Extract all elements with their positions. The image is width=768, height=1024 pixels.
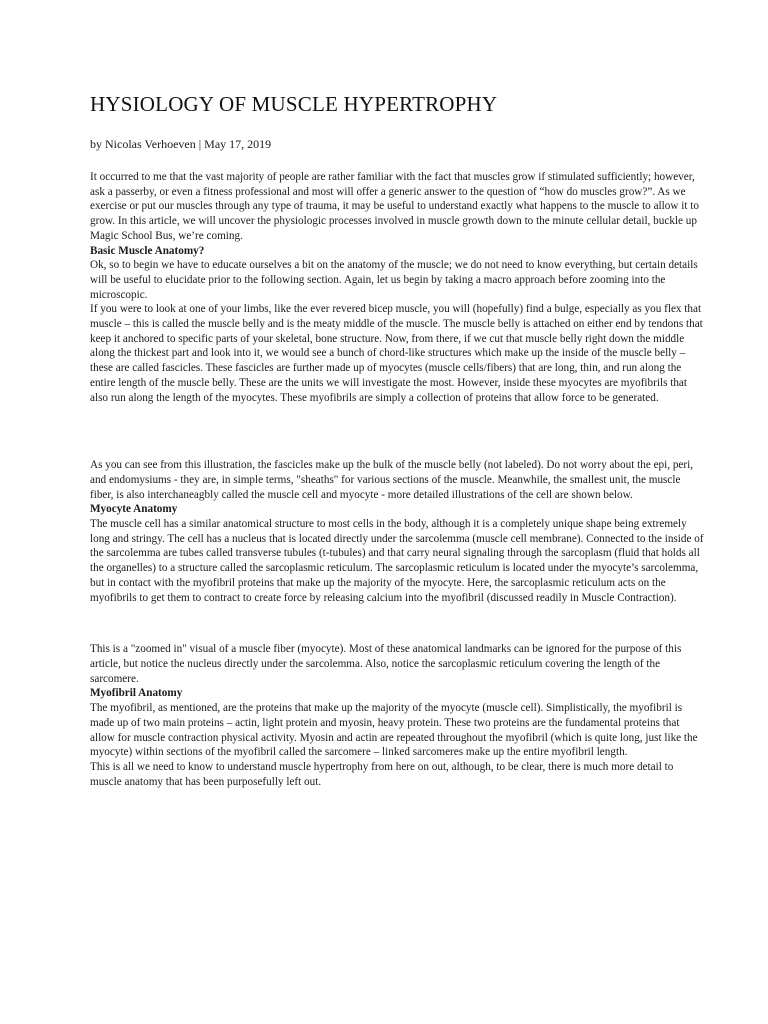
section-myofibril-anatomy — [90, 686, 706, 789]
figure-caption: This is a "zoomed in" visual of a muscle fiber (myocyte). Most of these anatomical landmarks can be ignored for the purpose of this article, but notice the nucleus directly under the sarcolemma. Also, notice the sarcoplasmic reticulum covering the length of the sarcomere. — [90, 643, 682, 685]
section-paragraph: The myofibril, as mentioned, are the proteins that make up the majority of the myocyte (muscle cell). Simplistically, the myofibril is made up of two main proteins – actin, light protein and myosin, heavy protein. These two proteins are the fundamental proteins that allow for muscle contraction physical activity. Myosin and actin are repeated throughout the myofibril (which is quite long, just like the myocyte) within sections of the myofibril called the sarcomere – linked sarcomeres make up the entire myofibril length. — [90, 702, 698, 759]
article — [90, 90, 706, 789]
intro-paragraph: It occurred to me that the vast majority of people are rather familiar with the fact that muscles grow if stimulated sufficiently; however, ask a passerby, or even a fitness professional and most will offer a generic answer to the question of “how do muscles grow?”. As we exercise or put our muscles through any type of trauma, it may be useful to understand exactly what happens to the muscle to allow it to grow. In this article, we will uncover the physiologic processes involved in muscle growth down to the minute cellular detail, buckle up Magic School Bus, we’re coming. — [90, 171, 699, 242]
figure-caption: As you can see from this illustration, the fascicles make up the bulk of the muscle belly (not labeled). Do not worry about the epi, peri, and endomysiums - they are, in simple terms, "sheaths" for various sections of the muscle. Meanwhile, the smallest unit, the muscle fiber, is also interchaneagbly called the muscle cell and myocyte - more detailed illustrations of the cell are shown below. — [90, 459, 694, 501]
section-heading: Basic Muscle Anatomy? — [90, 244, 205, 257]
section-myocyte-anatomy — [90, 502, 706, 686]
figure-placeholder — [90, 405, 706, 458]
article-title: HYSIOLOGY OF MUSCLE HYPERTROPHY — [90, 92, 498, 116]
section-paragraph: If you were to look at one of your limbs, like the ever revered bicep muscle, you will (hopefully) find a bulge, especially as you flex that muscle – this is called the muscle belly and is the meaty middle of the muscle. The muscle belly is attached on either end by tendons that keep it anchored to specific parts of your skeletal, bone structure. Now, from there, if we cut that muscle belly right down the middle along the thickest part and look into it, we would see a bunch of chord-like structures which make up the inside of the muscle belly – these are called fascicles. These fascicles are further made up of myocytes (muscle cells/fibers) that are long, thin, and run along the entire length of the muscle belly. These are the units we will investigate the most. However, inside these myocytes are myofibrils that also run along the length of the myocytes. These myofibrils are simply a collection of proteins that allow force to be generated. — [90, 303, 703, 404]
figure-placeholder — [90, 605, 706, 642]
section-heading: Myofibril Anatomy — [90, 687, 183, 700]
section-paragraph: The muscle cell has a similar anatomical structure to most cells in the body, although it is a completely unique shape being extremely long and stringy. The cell has a nucleus that is located directly under the sarcolemma (muscle cell membrane). Connected to the inside of the sarcolemma are tubes called transverse tubules (t-tubules) and that carry neural signaling through the sarcoplasm (fluid that holds all the organelles) to a structure called the sarcoplasmic reticulum. The sarcoplasmic reticulum is located under the myocyte’s sarcolemma, but in contact with the myofibril proteins that make up the majority of the myocyte. Here, the sarcoplasmic reticulum acts on the myofibrils to get them to contract to create force by releasing calcium into the myofibril (discussed readily in Muscle Contraction). — [90, 518, 704, 604]
section-paragraph: Ok, so to begin we have to educate ourselves a bit on the anatomy of the muscle; we do not need to know everything, but certain details will be useful to elucidate prior to the following section. Again, let us begin by taking a macro approach before zooming into the microscopic. — [90, 259, 698, 301]
section-paragraph: This is all we need to know to understand muscle hypertrophy from here on out, although, to be clear, there is much more detail to muscle anatomy that has been purposefully left out. — [90, 760, 674, 788]
article-byline: by Nicolas Verhoeven | May 17, 2019 — [90, 137, 272, 151]
section-heading: Myocyte Anatomy — [90, 503, 178, 516]
section-basic-anatomy — [90, 244, 706, 503]
